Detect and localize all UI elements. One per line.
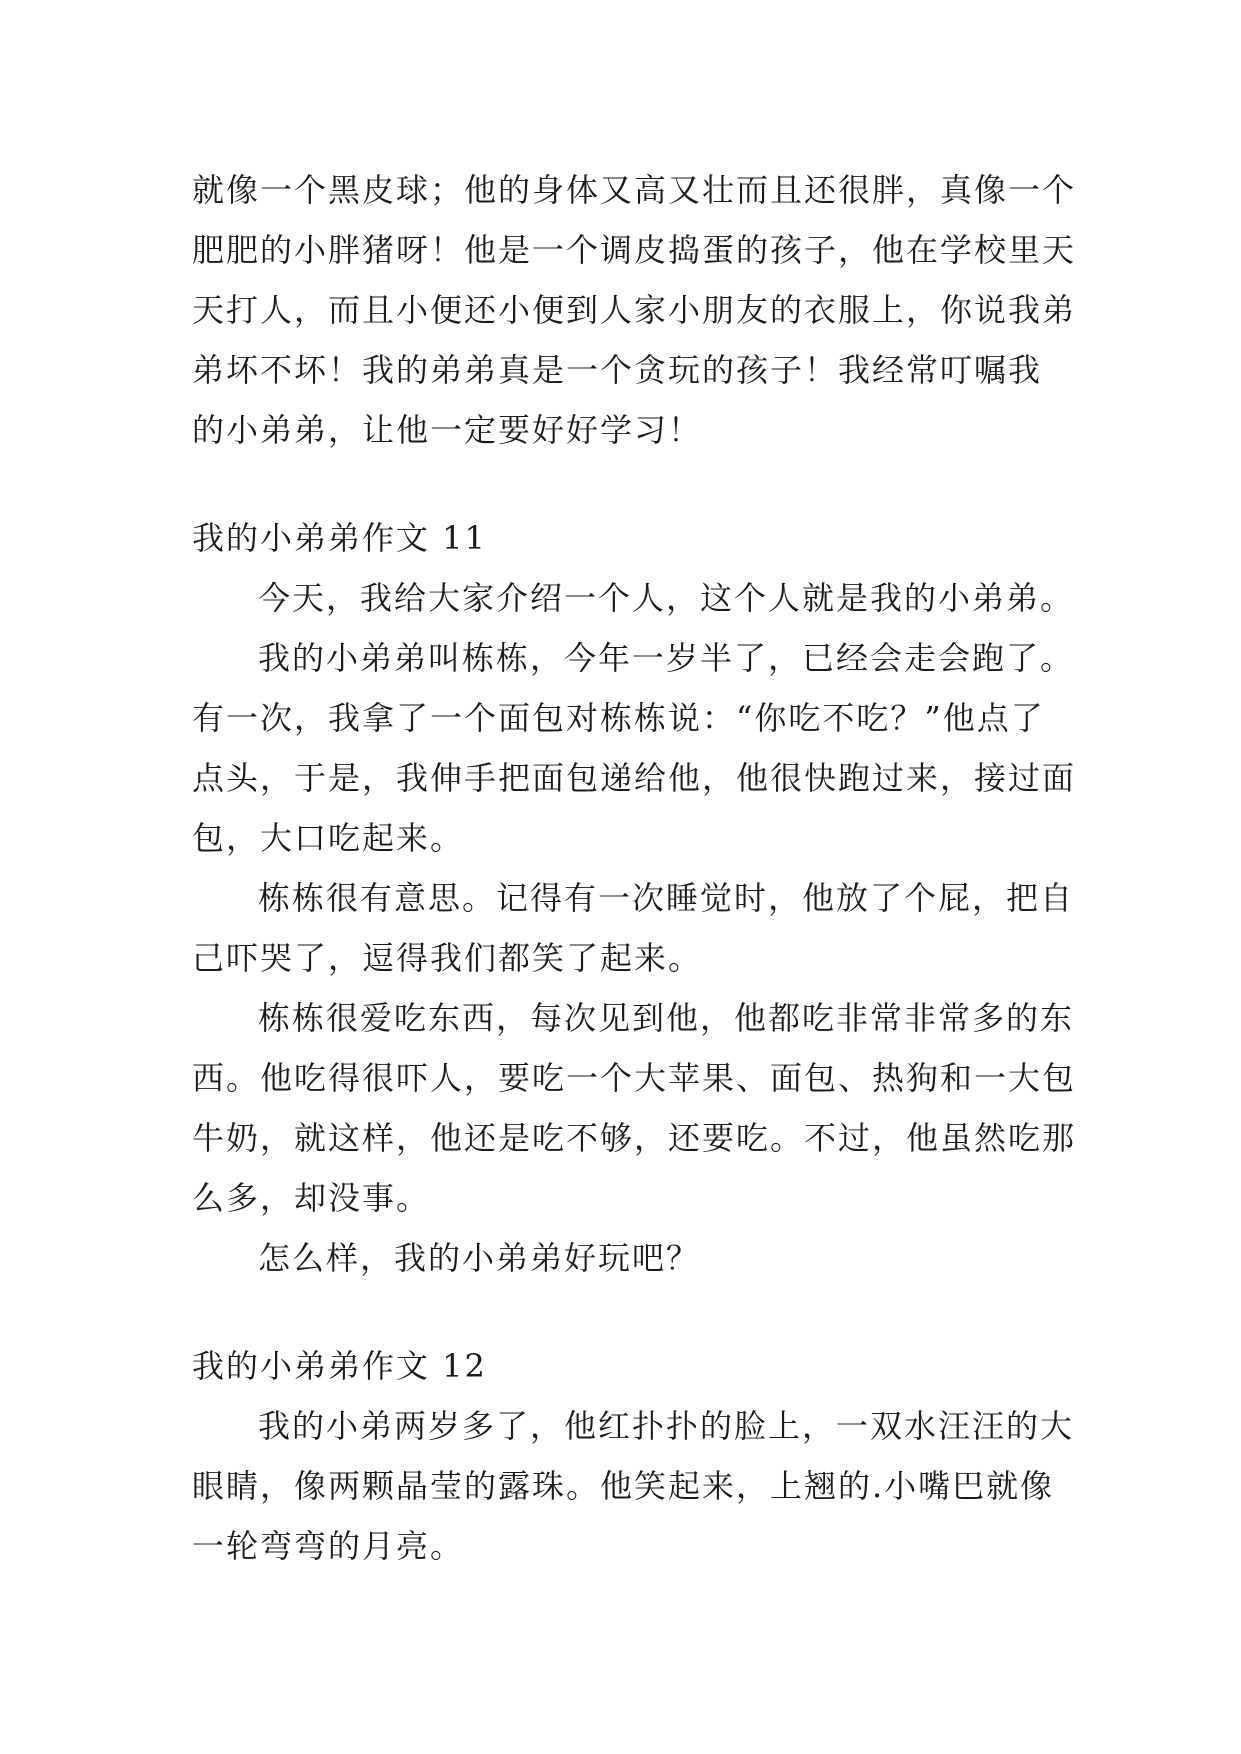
- text-line: 弟坏不坏！我的弟弟真是一个贪玩的孩子！我经常叮嘱我: [192, 351, 1043, 389]
- essay-title: 我的小弟弟作文 12: [192, 1347, 487, 1385]
- text-line: 一轮弯弯的月亮。: [192, 1527, 465, 1565]
- text-line: 么多，却没事。: [192, 1179, 431, 1217]
- text-line: 今天，我给大家介绍一个人，这个人就是我的小弟弟。: [258, 579, 1075, 617]
- text-line: 栋栋很有意思。记得有一次睡觉时，他放了个屁，把自: [258, 879, 1075, 917]
- text-line: 我的小弟弟叫栋栋，今年一岁半了，已经会走会跑了。: [258, 639, 1075, 677]
- text-line: 牛奶，就这样，他还是吃不够，还要吃。不过，他虽然吃那: [192, 1119, 1077, 1157]
- section-gap: [192, 460, 1072, 508]
- document-body: [192, 160, 1077, 1576]
- text-line: 点头，于是，我伸手把面包递给他，他很快跑过来，接过面: [192, 759, 1077, 797]
- section-gap: [192, 1288, 1072, 1336]
- essay-section-11: [192, 508, 1077, 1288]
- essay-title: 我的小弟弟作文 11: [192, 519, 487, 557]
- essay-section-12: [192, 1336, 1075, 1576]
- text-line: 的小弟弟，让他一定要好好学习！: [192, 411, 703, 449]
- text-line: 我的小弟两岁多了，他红扑扑的脸上，一双水汪汪的大: [258, 1407, 1075, 1445]
- text-line: 包，大口吃起来。: [192, 819, 465, 857]
- paragraph-continuation: [192, 160, 1077, 460]
- text-line: 己吓哭了，逗得我们都笑了起来。: [192, 939, 703, 977]
- text-line: 栋栋很爱吃东西，每次见到他，他都吃非常非常多的东: [258, 999, 1075, 1037]
- text-line: 西。他吃得很吓人，要吃一个大苹果、面包、热狗和一大包: [192, 1059, 1077, 1097]
- text-line: 天打人，而且小便还小便到人家小朋友的衣服上，你说我弟: [192, 291, 1077, 329]
- text-line: 有一次，我拿了一个面包对栋栋说：“你吃不吃？”他点了: [192, 699, 1045, 737]
- text-line: 眼睛，像两颗晶莹的露珠。他笑起来，上翘的.小嘴巴就像: [192, 1467, 1055, 1505]
- text-line: 肥肥的小胖猪呀！他是一个调皮捣蛋的孩子，他在学校里天: [192, 231, 1077, 269]
- text-line: 就像一个黑皮球；他的身体又高又壮而且还很胖，真像一个: [192, 171, 1077, 209]
- text-line: 怎么样，我的小弟弟好玩吧？: [258, 1239, 701, 1277]
